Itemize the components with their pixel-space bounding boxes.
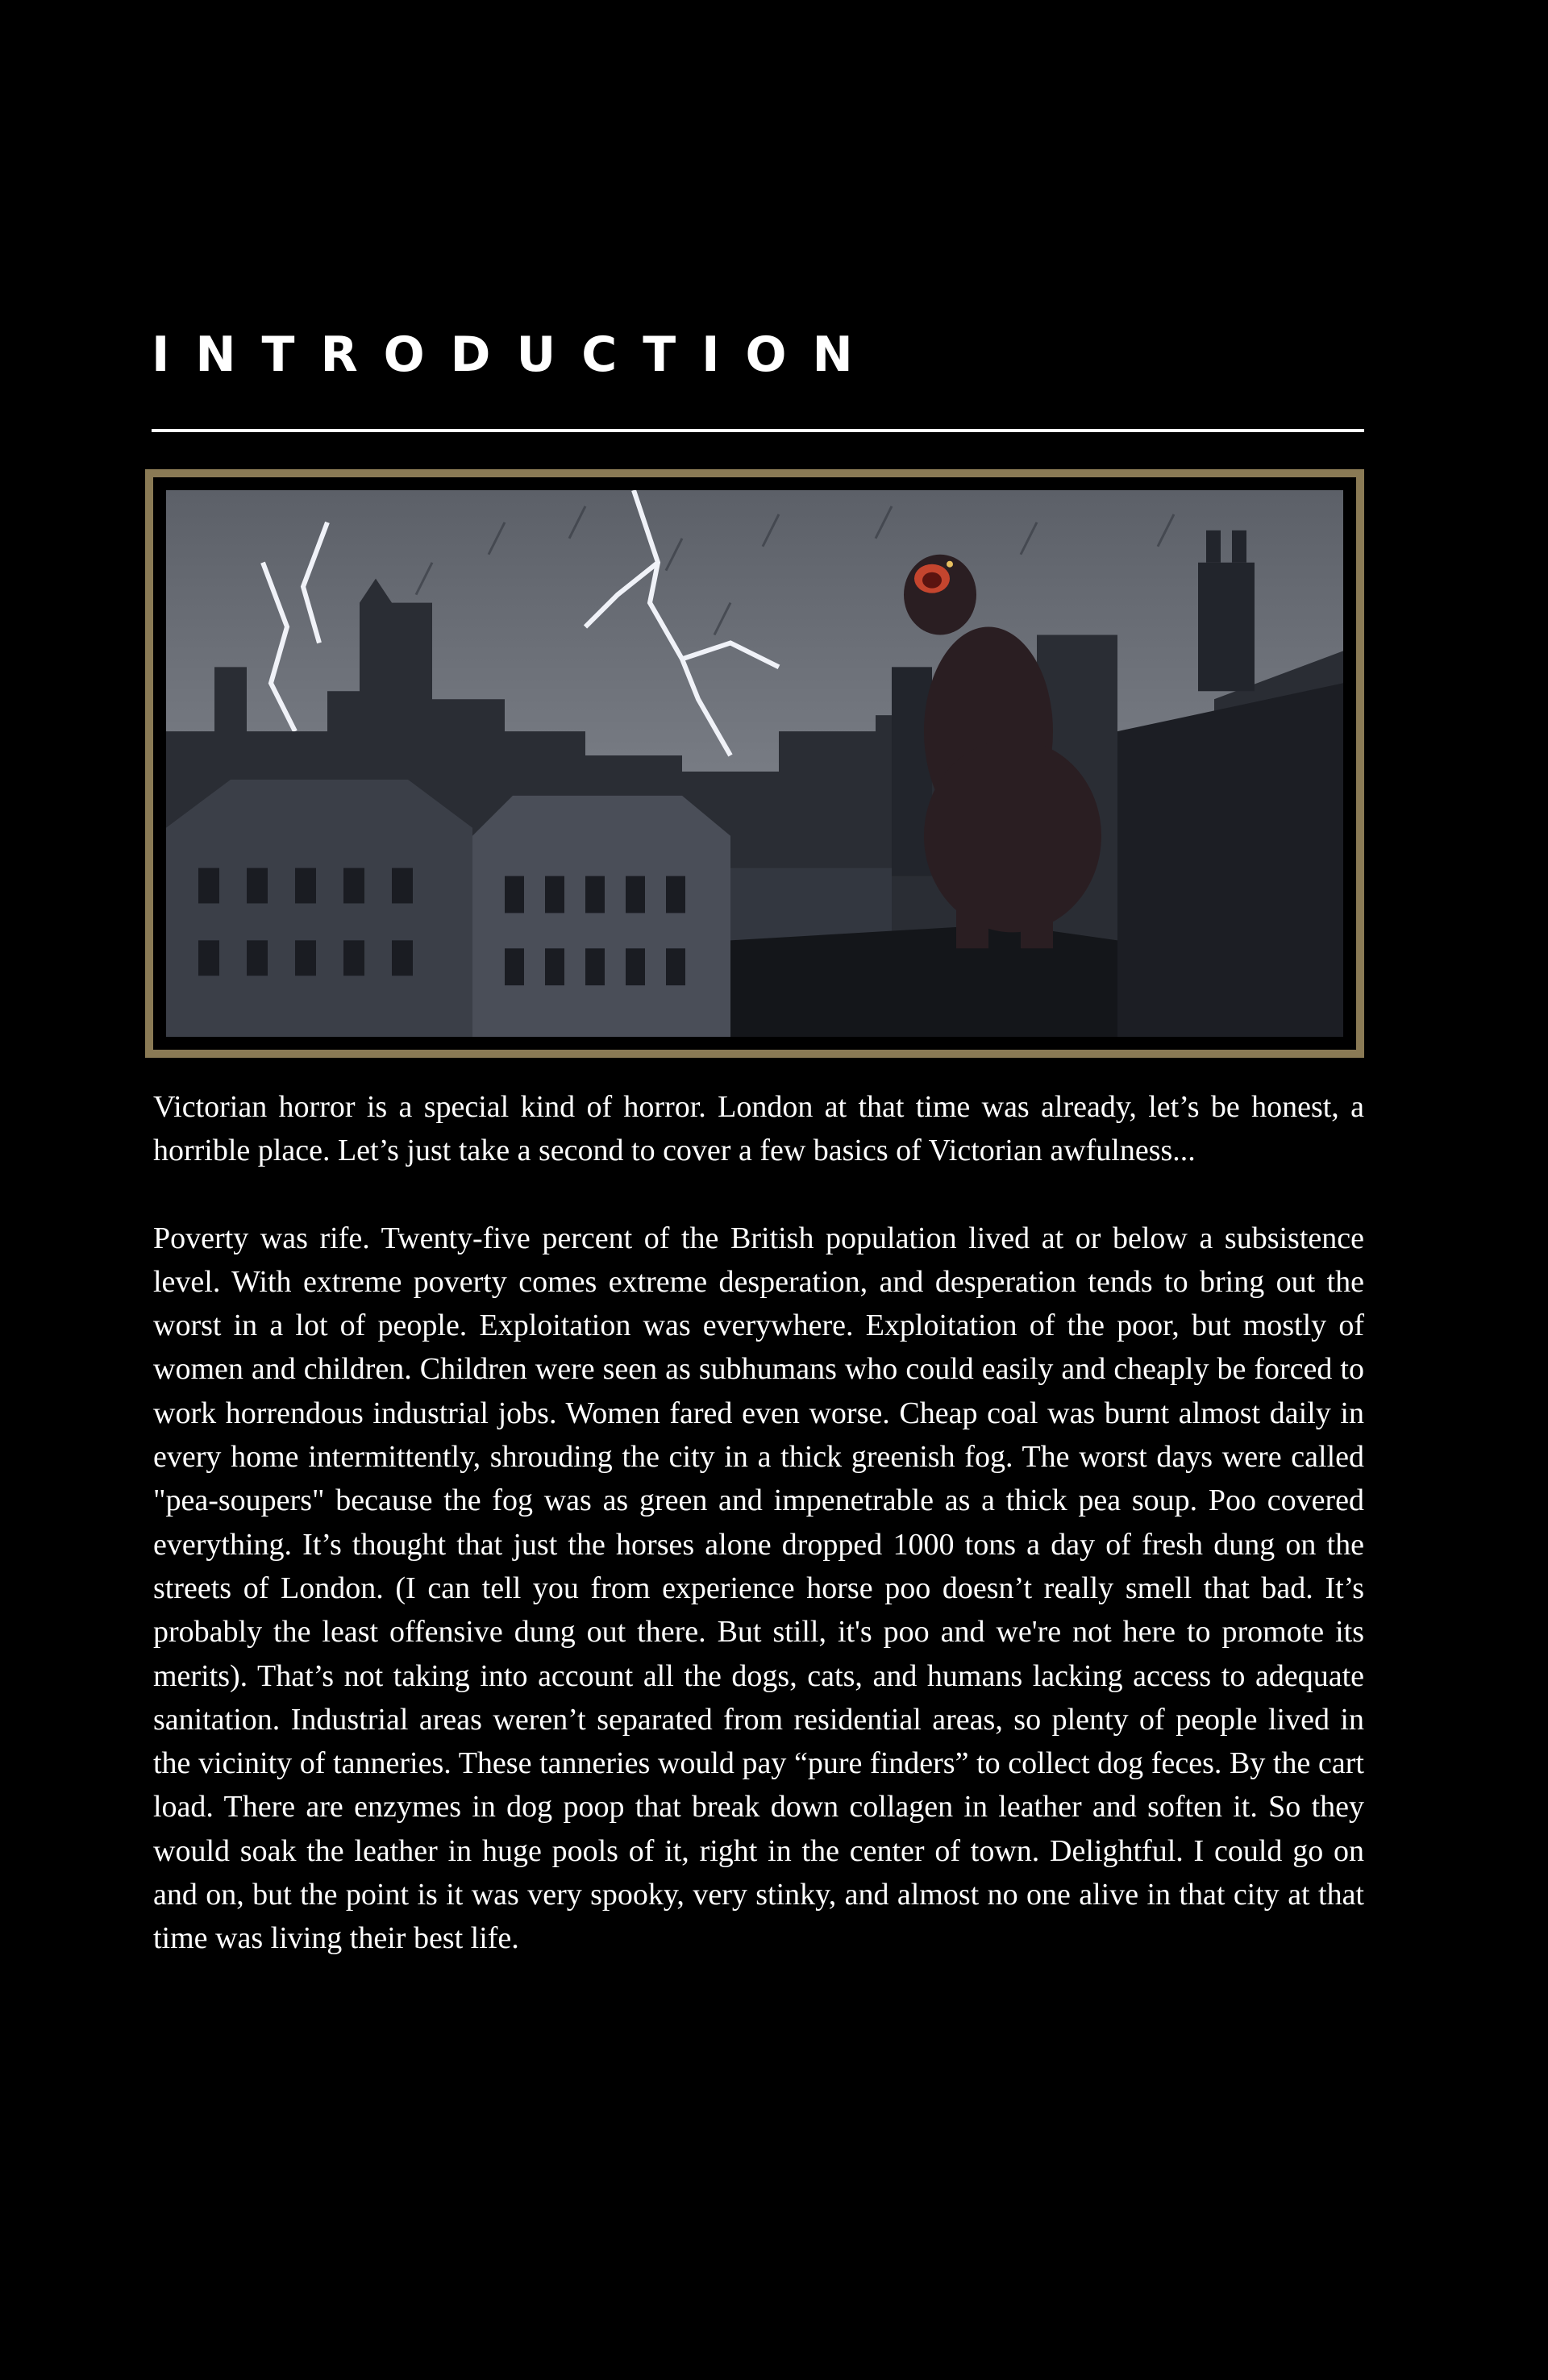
title-divider [152,429,1364,432]
page-title: INTRODUCTION [152,327,879,383]
introduction-text [153,1085,1364,2004]
illustration [153,477,1356,1050]
paragraph: Victorian horror is a special kind of horror. London at that time was already, let’s be honest, a horrible place. Let’s just take a second to cover a few basics of Victorian awfulness... [153,1090,1364,1168]
gothic-rooftop-creature-illustration [166,490,1343,1037]
illustration-frame [145,469,1364,1058]
paragraph: Poverty was rife. Twenty-five percent of the British population lived at or below a subsistence level. With extreme poverty comes extreme desperation, and desperation tends to bring out the worst in a lot of people. Exploitation was everywhere. Exploitation of the poor, but mostly of women and children. Children were seen as subhumans who could easily and cheaply be forced to work horrendous industrial jobs. Women fared even worse. Cheap coal was burnt almost daily in every home intermittently, shrouding the city in a thick greenish fog. The worst days were called "pea-soupers" because the fog was as green and impenetrable as a thick pea soup. Poo covered everything. It’s thought that just the horses alone dropped 1000 tons a day of fresh dung on the streets of London. (I can tell you from experience horse poo doesn’t really smell that bad. It’s probably the least offensive dung out there. But still, it's poo and we're not here to promote its merits). That’s not taking into account all the dogs, cats, and humans lacking access to adequate sanitation. Industrial areas weren’t separated from residential areas, so plenty of people lived in the vicinity of tanneries. These tanneries would pay “pure finders” to collect dog feces. By the cart load. There are enzymes in dog poop that break down collagen in leather and soften it. So they would soak the leather in huge pools of it, right in the center of town. Delightful. I could go on and on, but the point is it was very spooky, very stinky, and almost no one alive in that city at that time was living their best life. [153,1221,1364,1956]
